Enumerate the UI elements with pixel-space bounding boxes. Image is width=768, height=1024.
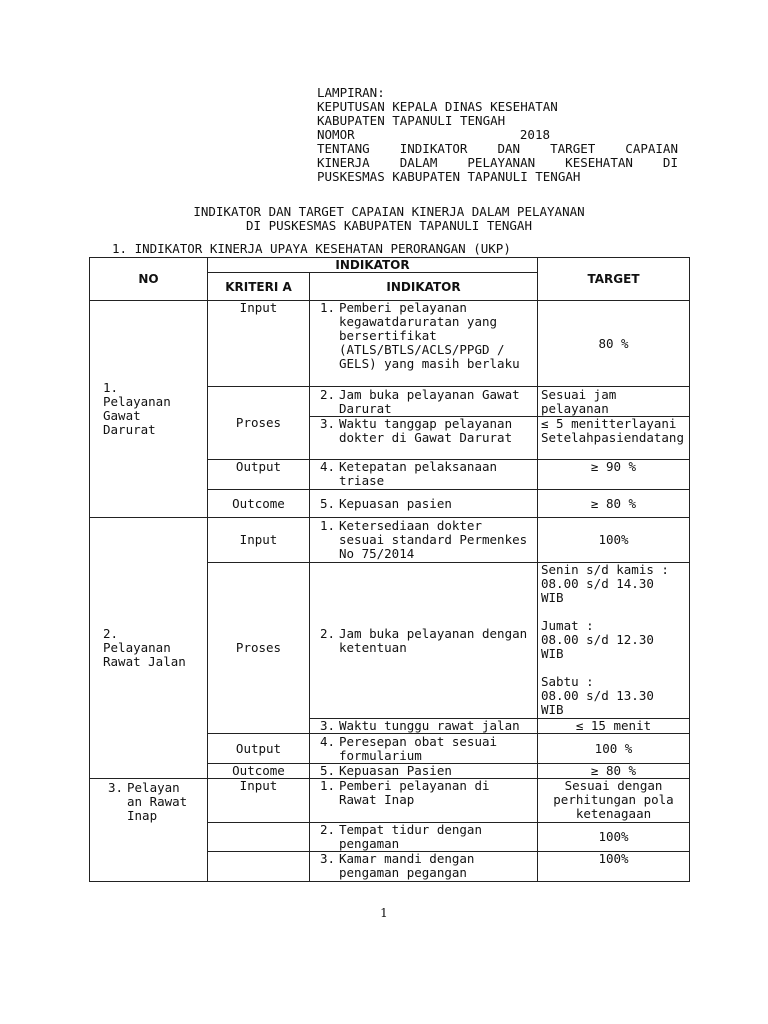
table-row (90, 518, 690, 563)
target-cell: 100% (538, 823, 690, 852)
indikator-cell: 2. Tempat tidur dengan pengaman (310, 823, 538, 852)
target-cell: Senin s/d kamis : 08.00 s/d 14.30 WIB Jumat : 08.00 s/d 12.30 WIB Sabtu : 08.00 s/d 13.30 WIB (538, 563, 690, 719)
indikator-cell: 2. Jam buka pelayanan Gawat Darurat (310, 387, 538, 417)
table-row (90, 301, 690, 387)
header-indikator: INDIKATOR (310, 273, 538, 301)
target-cell: Sesuai jam pelayanan (538, 387, 690, 417)
kriteria-cell: Input (208, 779, 310, 823)
kriteria-cell: Input (208, 518, 310, 563)
tentang-line-2: KINERJA DALAM PELAYANAN KESEHATAN DI (317, 155, 678, 170)
page-number: 1 (380, 906, 388, 920)
indikator-cell: 3. Waktu tunggu rawat jalan (310, 719, 538, 734)
document-title (90, 205, 688, 233)
nomor-label: NOMOR (317, 127, 355, 142)
tentang-line-1: TENTANG INDIKATOR DAN TARGET CAPAIAN (317, 141, 678, 156)
indikator-cell: 4. Ketepatan pelaksanaan triase (310, 460, 538, 490)
document-header (317, 86, 678, 184)
target-cell: 100% (538, 518, 690, 563)
indikator-cell: 3. Kamar mandi dengan pengaman pegangan (310, 852, 538, 882)
target-cell: 80 % (538, 301, 690, 387)
section-heading: 1. INDIKATOR KINERJA UPAYA KESEHATAN PERORANGAN (UKP) (112, 241, 511, 256)
indikator-cell: 2. Jam buka pelayanan dengan ketentuan (310, 563, 538, 719)
header-line-2: KABUPATEN TAPANULI TENGAH (317, 113, 506, 128)
header-indikator-group: INDIKATOR (208, 258, 538, 273)
kriteria-cell: Proses (208, 563, 310, 734)
header-no: NO (90, 258, 208, 301)
kriteria-cell (208, 823, 310, 852)
indikator-cell: 1. Pemberi pelayanan kegawatdaruratan yang bersertifikat (ATLS/BTLS/ACLS/PPGD / GELS) yang masih berlaku (310, 301, 538, 387)
group-no: 2. Pelayanan Rawat Jalan (90, 518, 208, 779)
kriteria-cell: Outcome (208, 764, 310, 779)
indicator-table (89, 257, 690, 882)
indikator-cell: 1. Pemberi pelayanan di Rawat Inap (310, 779, 538, 823)
table-row (90, 779, 690, 823)
title-line-2: DI PUSKESMAS KABUPATEN TAPANULI TENGAH (246, 218, 532, 233)
target-cell: ≥ 90 % (538, 460, 690, 490)
target-cell: 100% (538, 852, 690, 882)
lampiran-label: LAMPIRAN: (317, 85, 385, 100)
nomor-year: 2018 (519, 127, 550, 142)
indikator-cell: 5. Kepuasan Pasien (310, 764, 538, 779)
target-cell: ≥ 80 % (538, 764, 690, 779)
indikator-cell: 5. Kepuasan pasien (310, 490, 538, 518)
nomor-line (317, 128, 678, 142)
indikator-cell: 3. Waktu tanggap pelayanan dokter di Gawat Darurat (310, 417, 538, 460)
kriteria-cell: Output (208, 460, 310, 490)
target-cell: Sesuai dengan perhitungan pola ketenagaan (538, 779, 690, 823)
target-cell: 100 % (538, 734, 690, 764)
group-no: 3. Pelayan an Rawat Inap (90, 779, 208, 882)
group-no: 1. Pelayanan Gawat Darurat (90, 301, 208, 518)
indikator-cell: 4. Peresepan obat sesuai formularium (310, 734, 538, 764)
header-target: TARGET (538, 258, 690, 301)
tentang-line-3: PUSKESMAS KABUPATEN TAPANULI TENGAH (317, 169, 581, 184)
title-line-1: INDIKATOR DAN TARGET CAPAIAN KINERJA DALAM PELAYANAN (193, 204, 585, 219)
kriteria-cell (208, 852, 310, 882)
target-cell: ≤ 5 menitterlayani Setelahpasiendatang (538, 417, 690, 460)
kriteria-cell: Output (208, 734, 310, 764)
kriteria-cell: Outcome (208, 490, 310, 518)
target-cell: ≤ 15 menit (538, 719, 690, 734)
indikator-cell: 1. Ketersediaan dokter sesuai standard Permenkes No 75/2014 (310, 518, 538, 563)
header-line-1: KEPUTUSAN KEPALA DINAS KESEHATAN (317, 99, 558, 114)
kriteria-cell: Input (208, 301, 310, 387)
target-cell: ≥ 80 % (538, 490, 690, 518)
header-kriteria: KRITERI A (208, 273, 310, 301)
kriteria-cell: Proses (208, 387, 310, 460)
